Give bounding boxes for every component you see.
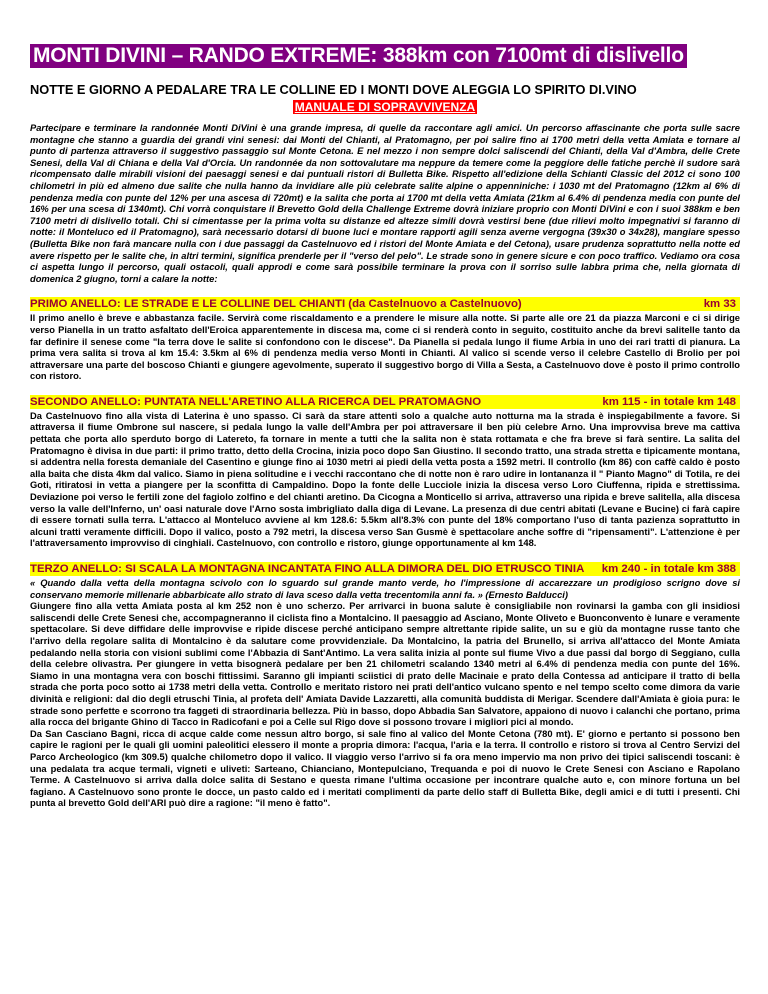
section-km: km 33 bbox=[703, 298, 736, 311]
manual-label-wrap bbox=[30, 99, 740, 115]
section-heading-primo-anello bbox=[30, 297, 740, 311]
section-km: km 240 - in totale km 388 bbox=[601, 563, 736, 575]
intro-paragraph: Partecipare e terminare la randonnée Monti DiVini è una grande impresa, di quelle da raccontare agli amici. Un percorso affascinante che porta sulle sacre montagne che stanno a guardia dei grandi vini senesi: dai Monti del Chianti, al Pratomagno, per poi salire fino ai 1700 metri della vetta Amiata e tornare al punto di partenza attraverso il suggestivo passaggio sul Monte Cetona. E nel mezzo i non sempre dolci saliscendi del Chianti, della Val d'Ambra, delle Crete Senesi, della Val di Chiana e della Val d'Orcia. Un randonnée da non sottovalutare ma neppure da temere come la peggiore delle fatiche perchè il sudore sarà ricompensato dalle mirabili visioni dei paesaggi senesi e dai puntuali ristori di Bulletta Bike. Rispetto all'edizione della Schianti Classic del 2012 ci sono 100 chilometri in più ed almeno due salite che nulla hanno da invidiare alle più celebrate salite alpine o appenniniche: i 1030 mt del Pratomagno (12km al 6% di pendenza media con punte del 12% per una ascesa di 720mt) e la salita che porta ai 1700 mt della vetta Amiata (21km al 6.4% di pendenza media con punte del 16% per una scesa di 1340mt). Chi vorrà conquistare il Brevetto Gold della Challenge Extreme dovrà iniziare proprio con Monti DiVini e con i suoi 388km e ben 7100 metri di dislivello totali. Chi si cimentasse per la prima volta su distanze ed altezze simili dovrà vestirsi bene (due rilievi molto impegnativi si faranno di notte: il Monteluco ed il Pratomagno), sarà necessario dotarsi di buone luci e montare rapporti agili senza averne vergogna (39x30 o 34x28), mangiare spesso (Bulletta Bike non farà mancare nulla con i due passaggi da Castelnuovo ed i ristori del Monte Amiata e del Cetona), usare prudenza soprattutto nella notte ed avere rispetto per le salite che, in altri termini, significa prenderle per il "verso del pelo". Le strade sono in genere sicure e con poco traffico. Vediamo ora cosa ci aspetta lungo il percorso, quali ostacoli, quali approdi e come sarà possibile terminare la prova con il sorriso sulle labbra prima che, nella giornata di domenica 2 giugno, torni a calare la notte: bbox=[30, 123, 740, 284]
section-title: PRIMO ANELLO: LE STRADE E LE COLLINE DEL CHIANTI (da Castelnuovo a Castelnuovo) bbox=[30, 298, 522, 311]
section-body-terzo-anello: Giungere fino alla vetta Amiata posta al km 252 non è uno scherzo. Per arrivarci in buona salute è consigliabile non rovinarsi la gamba con gli insidiosi saliscendi delle Crete Senesi che, accompagneranno il ciclista fino a Montalcino. Il paesaggio ad Asciano, Monte Oliveto e Buonconvento è lunare e veramente spettacolare. Si deve diffidare delle improvvise e ripide discese perché anticipano sempre altrettante ripide salite, un su e giù da montagne russe tanto che l'arrivo della regolare salita di Montalcino è da salutare come provvidenziale. Da Montalcino, la patria del Brunello, si arriva all'attacco del Monte Amiata pedalando nella storia con visioni sublimi come l'Abbazia di Sant'Antimo. La vera salita inizia al ponte sul fiume Vivo a due passi dal borgo di Seggiano, culla della celebre olivastra. Per giungere in vetta bisognerà pedalare per ben 21 chilometri scalando 1340 metri al 6.4% di pendenza media con punte del 16%. Siamo in una montagna vera con boschi fittissimi. Saranno gli impianti sciistici di prato delle Macinaie e prato della Contessa ad anticipare il tratto di bella strada che porta poco sotto ai 1738 metri della vetta. Controllo e meritato ristoro nei prati dell'antico vulcano spento e nel tempo scelto come dimora da varie divinità e religioni: dal dio degli etruschi Tinia, al profeta dell' Amiata Davide Lazzaretti, alla comunità buddista di Merigar. Scendere dall'Amiata è gioia pura: le strade sono perfette e scorrono tra faggeti di straordinaria bellezza. Più in basso, dopo Abbadia San Salvatore, appaiono di nuovo i calanchi che portano, prima alla rocca del brigante Ghino di Tacco in Radicofani e poi a Celle sul Rigo dove si possono trovare i migliori pici al mondo. Da San Casciano Bagni, ricca di acque calde come nessun altro borgo, si sale fino al valico del Monte Cetona (780 mt). E' giorno e pertanto si possono ben capire le ragioni per le quali gli uomini paleolitici elessero il monte a propria dimora: l'acqua, l'aria e la terra. Il controllo e ristoro si trova al Centro Servizi del Parco Archeologico (km 309.5) qualche chilometro dopo il valico. Il viaggio verso l'arrivo si fa ora meno impervio ma non privo dei tipici saliscendi toscani: è una pedalata tra acque termali, vigneti e uliveti: Sarteano, Chianciano, Montepulciano, Trequanda e poi di nuovo le Crete Senesi con Asciano e Rapolano Terme. A Castelnuovo si arriva dalla dolce salita di Sestano e questa rimane l'ultima occasione per incontrare qualche auto e, con minore fortuna un bel fagiano. A Castelnuovo sono pronte le docce, un pasto caldo ed i meritati complimenti da parte dello staff di Bulletta Bike, degli amici e di tutti i presenti. Chi punta al brevetto Gold dell'ARI può dire a ragione: "il meno è fatto". bbox=[30, 601, 740, 809]
section-title: TERZO ANELLO: SI SCALA LA MONTAGNA INCANTATA FINO ALLA DIMORA DEL DIO ETRUSCO TINIA bbox=[30, 563, 585, 575]
section-quote-terzo-anello: « Quando dalla vetta della montagna scivolo con lo sguardo sul grande manto verde, ho l'impressione di accarezzare un prodigioso scrigno dove si conservano memorie millenarie abbarbicate allo strato di lava sceso dalla vetta trecentomila anni fa. » (Ernesto Balducci) bbox=[30, 578, 740, 600]
section-heading-terzo-anello bbox=[30, 562, 740, 576]
section-body-primo-anello: Il primo anello è breve e abbastanza facile. Servirà come riscaldamento e a prendere le misure alla notte. Si parte alle ore 21 da piazza Marconi e ci si dirige verso Pianella in un tratto asfaltato dell'Eroica apparentemente in discesa ma, come ci si renderà conto in seguito, costituito anche da brevi salitelle tanto da far definire il senese come "la terra dove le salite si confondono con le discese". Da Pianella si pedala lungo il fiume Arbia in uno dei rari tratti di pianura. La prima vera salita si trova al km 15.4: 3.5km al 6% di pendenza media verso Monti in Chianti. Al valico si scende verso il celebre Castello di Brolio per poi attraversare una parte del boscoso Chianti e giungere agevolmente, superato il suggestivo borgo di Villa a Sesta, a Castelnuovo dove è posto il primo controllo con ristoro. bbox=[30, 313, 740, 382]
document-page bbox=[30, 44, 740, 810]
section-body-secondo-anello: Da Castelnuovo fino alla vista di Laterina è uno spasso. Ci sarà da stare attenti solo a qualche auto notturna ma la strada è inspiegabilmente a favore. Si attraversa il fiume Ombrone sul nascere, si pedala lungo la valle dell'Ambra per poi attraversare il ben più celebre Arno. Una improvvisa breve ma cattiva pettata che porta allo sperduto borgo di Latereto, fa tornare in mente a tutti che la salita non è stata rottamata e che fra breve si farà sentire. La salita del Pratomagno è divisa in due parti: il primo tratto, detto della Crocina, inizia poco dopo San Giustino. Il secondo tratto, una strada stretta e tipicamente montana, si addentra nella foresta demaniale del Casentino e giunge fino ai 1030 metri ai piedi della vetta posta a 1592 metri. Il controllo (km 86) con caffè caldo è posto alla baita che dista 4km dal valico. Siamo in piena solitudine e i vecchi raccontano che di notte non è raro udire in lontananza il " Pianto Magno" di Totila, re dei Goti, ritiratosi in vetta a piangere per la sconfitta di Campaldino. Dopo la fonte delle Lucciole inizia la discesa verso Loro Ciuffenna, ripida e strettissima. Deviazione poi verso le fertili zone del fagiolo zolfino e del chianti aretino. Da Cicogna a Monticello si arriva, attraverso una ripida e breve salitella, alla discesa verso la valle dell'Inferno, un' oasi naturale dove l'Arno sosta imbrigliato dalla diga di Levane. La presenza di due centri abitati (Levane e Bucine) ci farà capire di essere tornati sulla terra. L'attacco al Monteluco avviene al km 128.6: 5.5km all'8.3% con punte del 18% comportano l'uso di tanta pazienza soprattutto in alcuni tratti veramente difficili. Dopo il valico, posto a 792 metri, la discesa verso San Gusmè è spettacolare anche soffre di "ripensamenti". L'attenzione è per l'attraversamento improvviso di cinghiali. Castelnuovo, con controllo e ristoro, giunge opportunamente al km 148. bbox=[30, 410, 740, 549]
document-title: MONTI DIVINI – RANDO EXTREME: 388km con 7100mt di dislivello bbox=[30, 44, 687, 68]
section-title: SECONDO ANELLO: PUNTATA NELL'ARETINO ALLA RICERCA DEL PRATOMAGNO bbox=[30, 395, 482, 408]
section-km: km 115 - in totale km 148 bbox=[602, 395, 736, 408]
manual-label: MANUALE DI SOPRAVVIVENZA bbox=[294, 100, 476, 114]
document-subtitle: NOTTE E GIORNO A PEDALARE TRA LE COLLINE ED I MONTI DOVE ALEGGIA LO SPIRITO DI.VINO bbox=[30, 82, 637, 97]
section-heading-secondo-anello bbox=[30, 395, 740, 409]
